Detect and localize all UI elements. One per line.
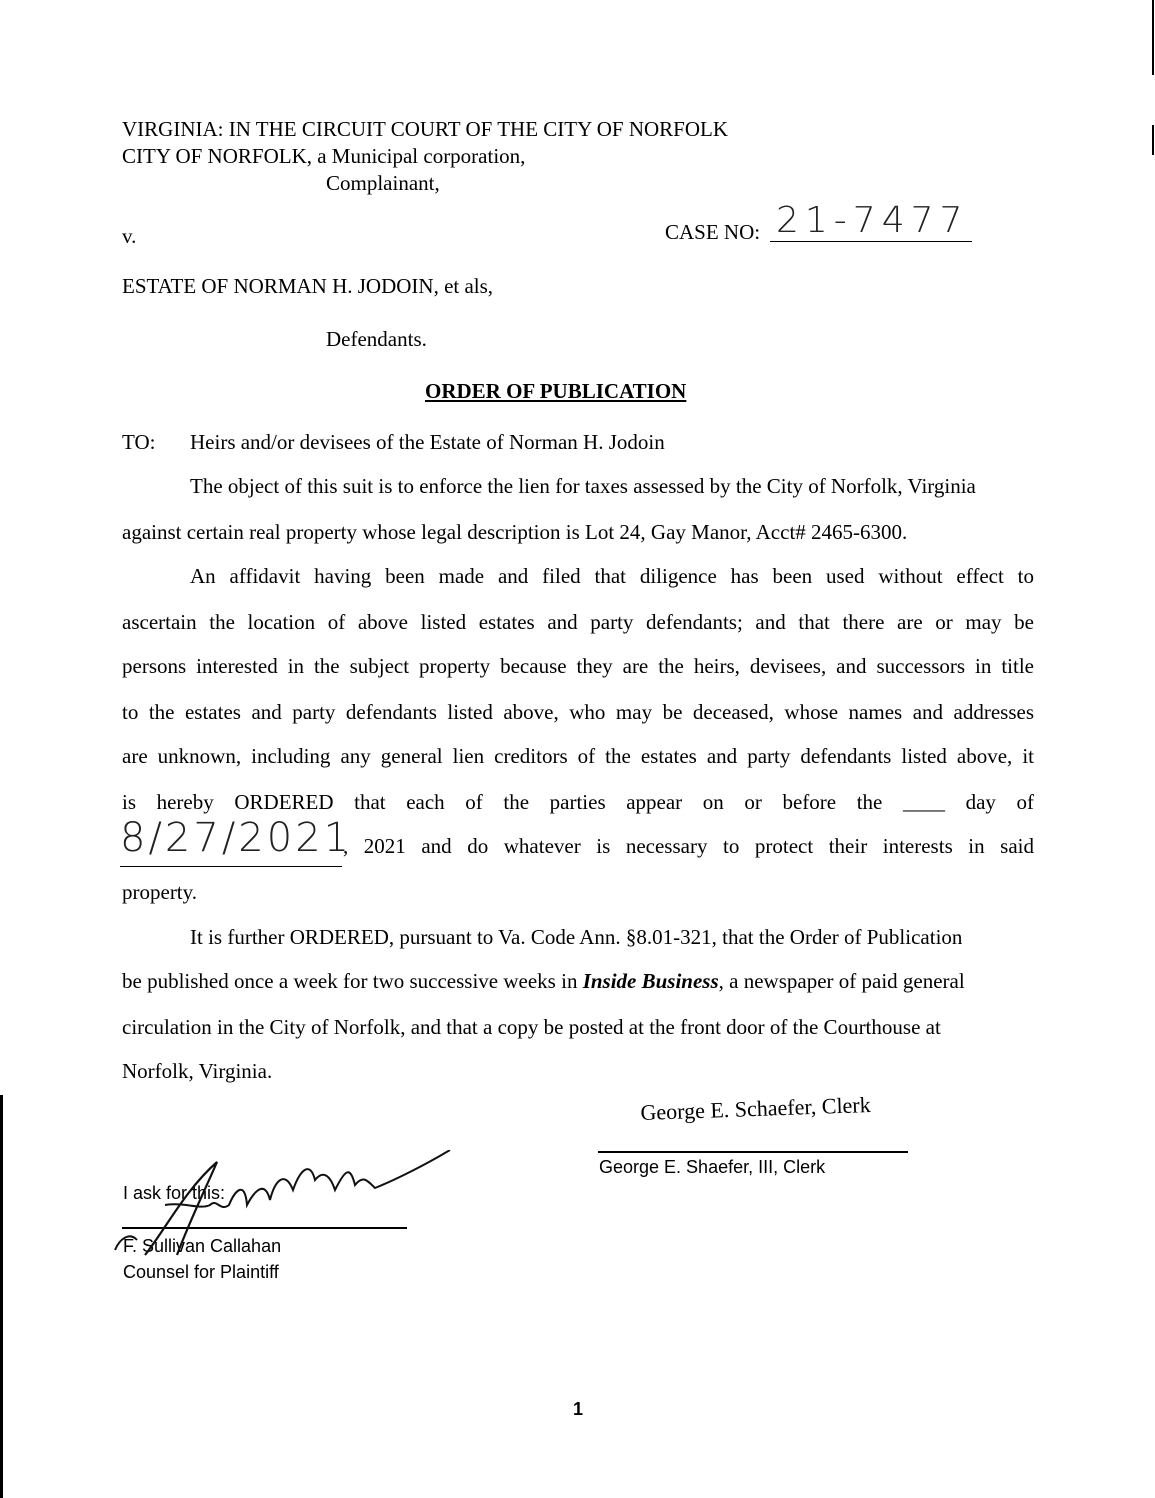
newspaper-name: Inside Business <box>582 969 719 993</box>
defendant-role: Defendants. <box>326 327 427 351</box>
counsel-signature <box>105 1150 455 1265</box>
paragraph1-line1: The object of this suit is to enforce the lien for taxes assessed by the City of Norfolk, Virginia <box>190 474 976 498</box>
paragraph3-line2-post: , a newspaper of paid general <box>718 969 965 993</box>
clerk-signature-line <box>598 1151 908 1153</box>
paragraph2-line1: An affidavit having been made and filed that diligence has been used without effect to <box>190 564 1034 588</box>
counsel-request: I ask for this: <box>123 1183 226 1203</box>
handwritten-date-underline <box>120 866 342 867</box>
to-recipient: Heirs and/or devisees of the Estate of Norman H. Jodoin <box>190 430 665 454</box>
paragraph2-line3: persons interested in the subject property because they are the heirs, devisees, and successors in title <box>122 654 1034 678</box>
plaintiff-name: CITY OF NORFOLK, a Municipal corporation, <box>122 144 526 168</box>
document-title: ORDER OF PUBLICATION <box>425 379 687 403</box>
versus-label: v. <box>122 224 137 248</box>
paragraph2-line6: is hereby ORDERED that each of the parties appear on or before the ____ day of <box>122 790 1034 814</box>
case-number-label: CASE NO: <box>665 220 761 244</box>
paragraph3-line2 <box>122 969 965 994</box>
case-number-underline <box>770 241 972 242</box>
clerk-name: George E. Shaefer, III, Clerk <box>599 1157 826 1177</box>
counsel-name: F. Sullivan Callahan <box>123 1236 282 1256</box>
clerk-stamp: George E. Schaefer, Clerk <box>640 1091 872 1126</box>
to-label: TO: <box>122 430 156 454</box>
paragraph2-line2: ascertain the location of above listed estates and party defendants; and that there are or may be <box>122 610 1034 634</box>
page-number: 1 <box>573 1399 584 1419</box>
paragraph3-line1: It is further ORDERED, pursuant to Va. Code Ann. §8.01-321, that the Order of Publication <box>190 925 963 949</box>
counsel-role: Counsel for Plaintiff <box>123 1262 279 1282</box>
handwritten-date: 8/27/2021 <box>120 815 353 861</box>
defendant-name: ESTATE OF NORMAN H. JODOIN, et als, <box>122 274 494 298</box>
case-number-handwritten: 21-7477 <box>776 200 969 241</box>
paragraph3-line2-pre: be published once a week for two successive weeks in <box>122 969 583 993</box>
paragraph2-line5: are unknown, including any general lien creditors of the estates and party defendants listed above, it <box>122 744 1034 768</box>
scan-edge-mark-left <box>0 1095 3 1498</box>
paragraph3-line4: Norfolk, Virginia. <box>122 1059 273 1083</box>
plaintiff-role: Complainant, <box>326 171 440 195</box>
scan-edge-mark-right-lower <box>1152 125 1154 155</box>
paragraph1-line2: against certain real property whose legal description is Lot 24, Gay Manor, Acct# 2465-6300. <box>122 520 908 544</box>
paragraph2-line4: to the estates and party defendants listed above, who may be deceased, whose names and addresses <box>122 700 1034 724</box>
paragraph3-line3: circulation in the City of Norfolk, and that a copy be posted at the front door of the Courthouse at <box>122 1015 941 1039</box>
date-line-text: , 2021 and do whatever is necessary to protect their interests in said <box>343 834 1034 858</box>
paragraph2-end: property. <box>122 880 198 904</box>
court-heading: VIRGINIA: IN THE CIRCUIT COURT OF THE CITY OF NORFOLK <box>122 117 729 141</box>
scan-edge-mark-right <box>1152 0 1154 75</box>
